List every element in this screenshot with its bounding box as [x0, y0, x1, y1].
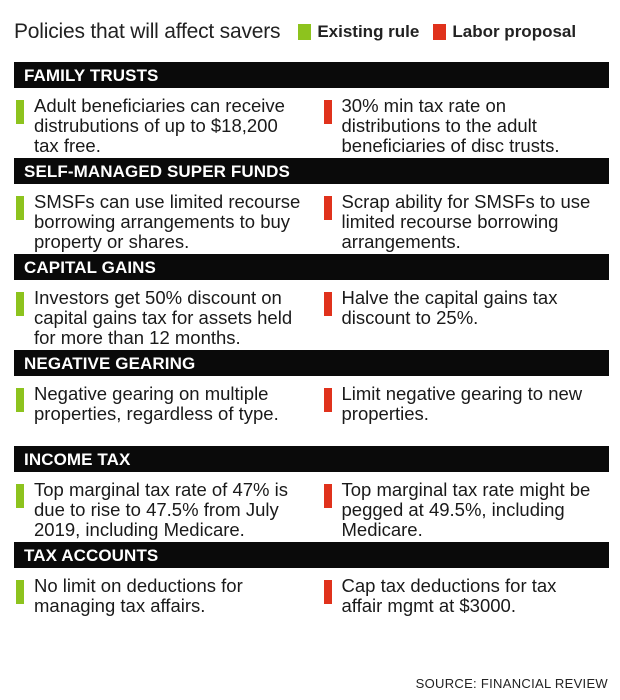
existing-rule-text: Negative gearing on multiple properties, regardless of type.: [34, 383, 279, 424]
section-heading: NEGATIVE GEARING: [14, 350, 609, 376]
section-heading: FAMILY TRUSTS: [14, 62, 609, 88]
header: [14, 12, 614, 52]
existing-rule-cell: [14, 287, 312, 348]
existing-rule-text: No limit on deductions for managing tax affairs.: [34, 575, 243, 616]
labor-proposal-text: Cap tax deductions for tax affair mgmt at $3000.: [341, 575, 557, 616]
existing-rule-cell: [14, 479, 312, 540]
existing-rule-text: SMSFs can use limited recourse borrowing arrangements to buy property or shares.: [34, 191, 301, 252]
labor-proposal-marker: [324, 484, 332, 508]
labor-proposal-marker: [324, 580, 332, 604]
section-heading: SELF-MANAGED SUPER FUNDS: [14, 158, 609, 184]
existing-rule-marker: [16, 580, 24, 604]
section-row: [14, 88, 609, 158]
section-family-trusts: [14, 62, 609, 158]
legend-item-proposal: [433, 22, 576, 42]
labor-proposal-text: Limit negative gearing to new properties.: [341, 383, 583, 424]
source-credit: SOURCE: FINANCIAL REVIEW: [415, 676, 608, 691]
labor-proposal-marker: [324, 388, 332, 412]
policy-sections: [14, 62, 609, 638]
existing-rule-marker: [16, 484, 24, 508]
section-row: [14, 280, 609, 350]
section-capital-gains: [14, 254, 609, 350]
labor-proposal-text: Top marginal tax rate might be pegged at 49.5%, including Medicare.: [341, 479, 591, 540]
section-row: [14, 472, 609, 542]
existing-rule-marker: [16, 292, 24, 316]
existing-rule-text: Top marginal tax rate of 47% is due to rise to 47.5% from July 2019, including Medicare.: [34, 479, 288, 540]
labor-proposal-marker: [324, 100, 332, 124]
section-income-tax: [14, 446, 609, 542]
section-negative-gearing: [14, 350, 609, 446]
section-heading: INCOME TAX: [14, 446, 609, 472]
existing-rule-marker: [16, 388, 24, 412]
section-heading: TAX ACCOUNTS: [14, 542, 609, 568]
legend: [298, 22, 576, 42]
labor-proposal-swatch: [433, 24, 446, 40]
existing-rule-cell: [14, 384, 312, 434]
legend-item-existing: [298, 22, 419, 42]
existing-rule-cell: [14, 576, 312, 626]
labor-proposal-cell: [312, 288, 610, 338]
section-row: [14, 568, 609, 638]
section-tax-accounts: [14, 542, 609, 638]
labor-proposal-cell: [312, 576, 610, 626]
existing-rule-text: Adult beneficiaries can receive distrubutions of up to $18,200 tax free.: [34, 95, 285, 156]
page-title: Policies that will affect savers: [14, 20, 281, 43]
labor-proposal-cell: [312, 191, 610, 252]
legend-label-proposal: Labor proposal: [452, 22, 577, 41]
existing-rule-text: Investors get 50% discount on capital gains tax for assets held for more than 12 months.: [34, 287, 293, 348]
existing-rule-cell: [14, 191, 312, 252]
labor-proposal-cell: [312, 384, 610, 434]
labor-proposal-text: Scrap ability for SMSFs to use limited recourse borrowing arrangements.: [341, 191, 591, 252]
existing-rule-marker: [16, 196, 24, 220]
section-heading: CAPITAL GAINS: [14, 254, 609, 280]
labor-proposal-marker: [324, 196, 332, 220]
labor-proposal-cell: [312, 95, 610, 156]
existing-rule-swatch: [298, 24, 311, 40]
section-smsf: [14, 158, 609, 254]
labor-proposal-text: 30% min tax rate on distributions to the adult beneficiaries of disc trusts.: [341, 95, 560, 156]
section-row: [14, 376, 609, 446]
labor-proposal-marker: [324, 292, 332, 316]
existing-rule-marker: [16, 100, 24, 124]
labor-proposal-cell: [312, 479, 610, 540]
labor-proposal-text: Halve the capital gains tax discount to 25%.: [341, 287, 558, 328]
section-row: [14, 184, 609, 254]
existing-rule-cell: [14, 95, 312, 156]
legend-label-existing: Existing rule: [317, 22, 420, 41]
